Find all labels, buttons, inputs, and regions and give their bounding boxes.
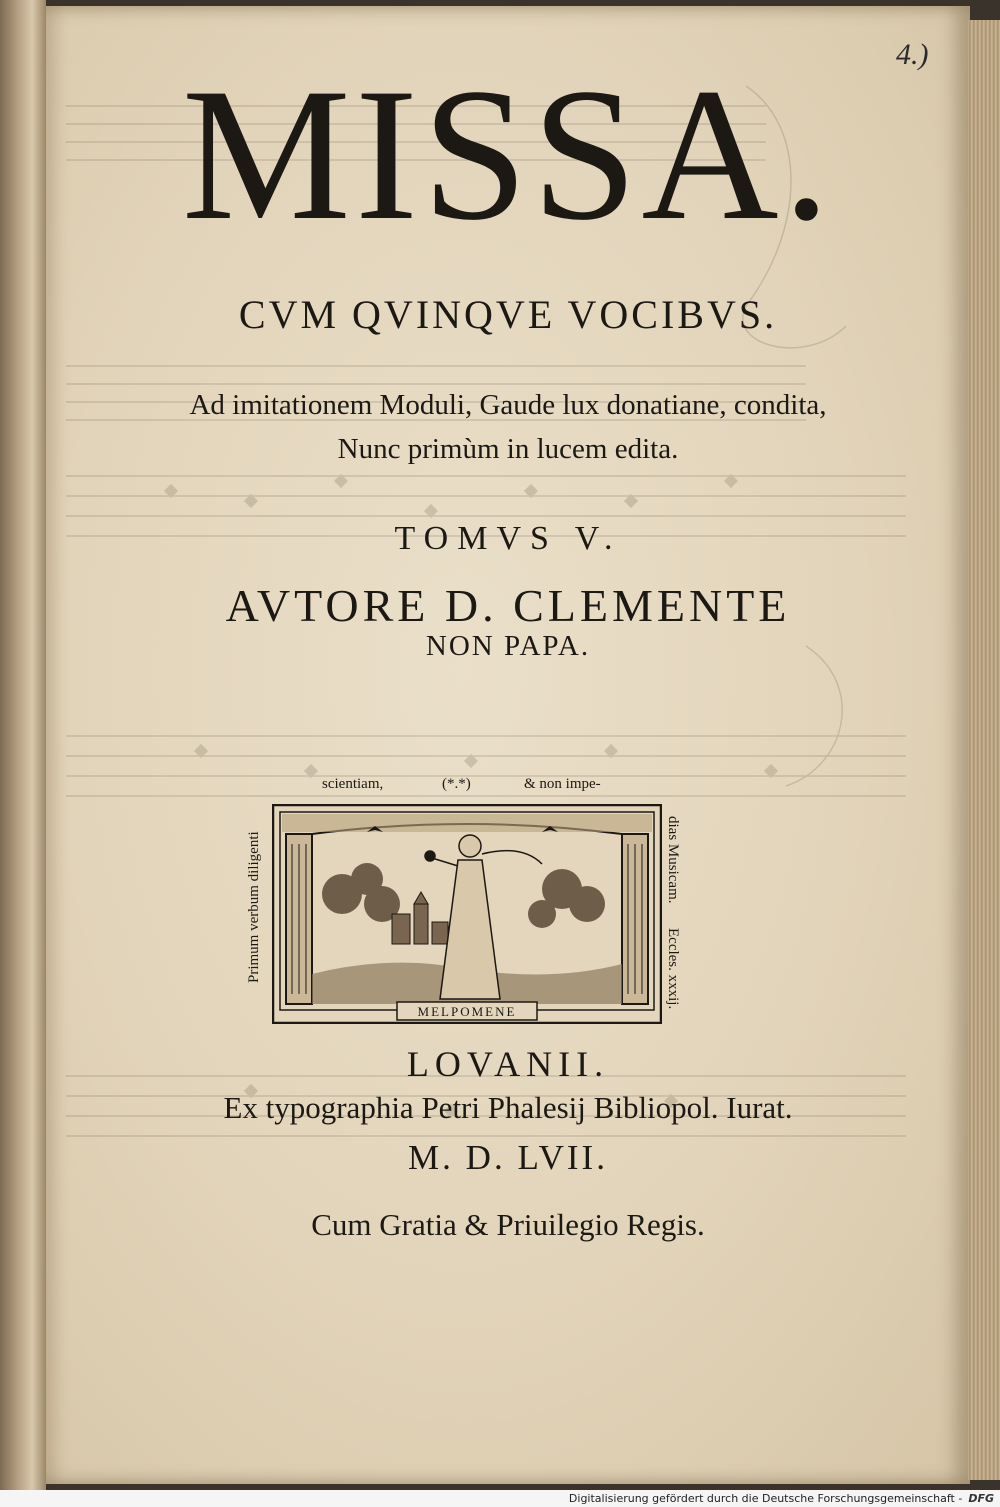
description-line-2: Nunc primùm in lucem edita. [337, 433, 679, 465]
volume-label: TOMVS V. [394, 520, 622, 557]
subtitle-voices: CVM QVINQVE VOCIBVS. [238, 292, 778, 337]
royal-privilege: Cum Gratia & Priuilegio Regis. [311, 1207, 705, 1242]
motto-top-left: scientiam, [322, 776, 384, 792]
motto-top-right: & non impe- [524, 776, 601, 792]
left-page-edge [0, 0, 46, 1490]
description-line-1: Ad imitationem Moduli, Gaude lux donatiane, condita, [189, 389, 827, 421]
motto-top-center: (*.*) [442, 776, 471, 792]
motto-right-lower: Eccles. xxxij. [665, 928, 681, 1010]
motto-right-upper: dias Musicam. [665, 816, 681, 904]
imprint-city: LOVANII. [406, 1044, 610, 1084]
funding-credit: Digitalisierung gefördert durch die Deutsche Forschungsgemeinschaft - [568, 1492, 963, 1505]
page-stack-edge [968, 20, 1000, 1480]
woodcut-caption: MELPOMENE [417, 1004, 517, 1019]
handwritten-shelfmark: 4.) [896, 38, 929, 71]
digitization-footer [0, 1490, 1000, 1507]
melpomene-illustration [272, 804, 662, 1024]
woodcut-printer-device [246, 770, 686, 1030]
title-missa: MISSA. [181, 50, 835, 260]
author-epithet: NON PAPA. [425, 630, 591, 662]
imprint-printer: Ex typographia Petri Phalesij Bibliopol. Iurat. [223, 1090, 793, 1125]
dfg-logo: DFG [968, 1492, 994, 1505]
imprint-year: M. D. LVII. [408, 1138, 608, 1177]
author-line: AVTORE D. CLEMENTE [225, 580, 791, 631]
motto-left: Primum verbum diligenti [246, 831, 262, 983]
